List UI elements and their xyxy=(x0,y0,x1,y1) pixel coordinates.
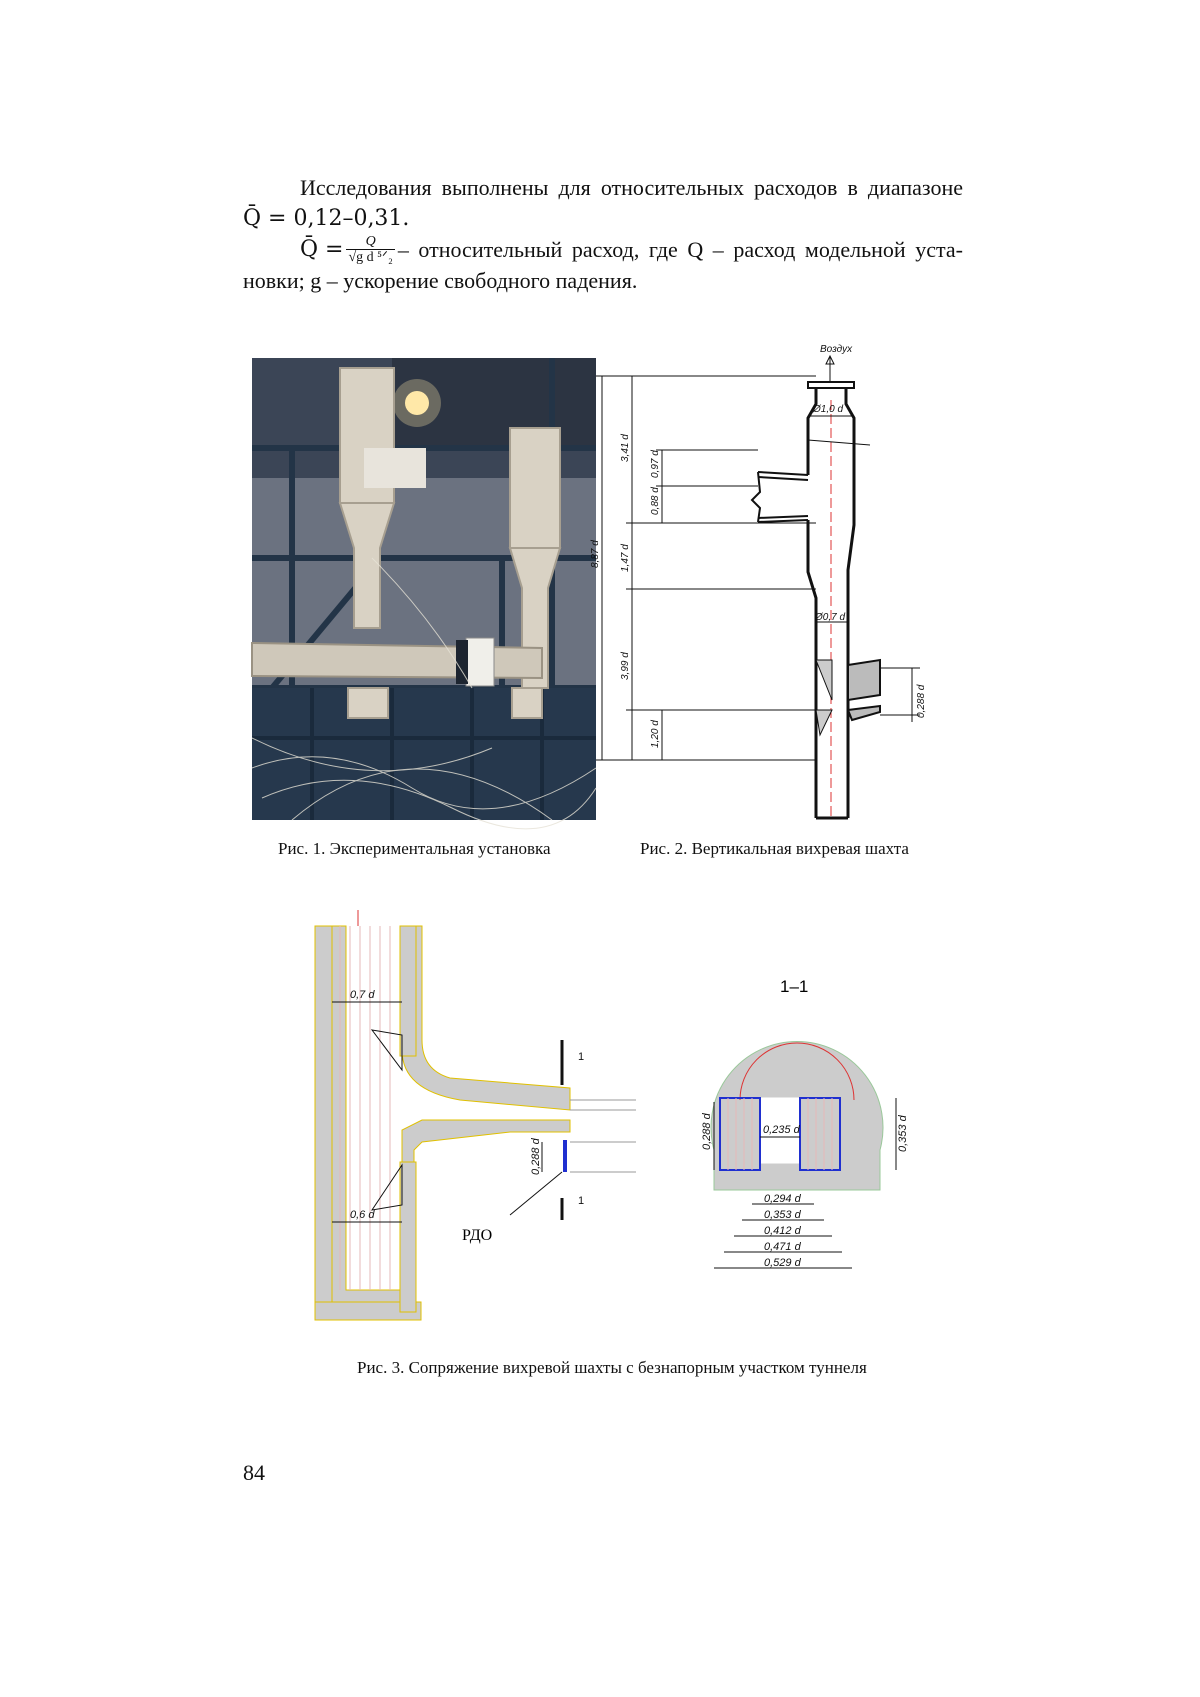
dim-06: 0,6 d xyxy=(350,1209,375,1221)
width-0294: 0,294 d xyxy=(764,1193,801,1205)
fig3-section-1-1 xyxy=(680,977,930,1300)
width-0529: 0,529 d xyxy=(764,1257,801,1269)
air-label: Воздух xyxy=(820,344,853,355)
section-mark-top: 1 xyxy=(578,1051,585,1063)
dia-mid-label: Ø0,7 d xyxy=(815,612,846,623)
fig2-vortex-shaft-drawing xyxy=(590,340,960,830)
outlet-tunnel-upper xyxy=(848,660,880,700)
experimental-setup-photo xyxy=(252,358,596,820)
width-0471: 0,471 d xyxy=(764,1241,801,1253)
page-number: 84 xyxy=(243,1460,265,1485)
top-flange xyxy=(808,382,854,388)
sec-0235: 0,235 d xyxy=(763,1124,800,1136)
fig1-caption: Рис. 1. Экспериментальная установка xyxy=(278,839,551,858)
dia-top-label: Ø1,0 d xyxy=(813,404,844,415)
sec-0288: 0,288 d xyxy=(701,1113,713,1150)
formula-denominator: √g d ⁵ᐟ₂ xyxy=(348,250,393,265)
text-line-2: Q̄ = 0,12–0,31. xyxy=(243,206,410,231)
dim-088: 0,88 d xyxy=(650,487,661,515)
dim-120: 1,20 d xyxy=(650,720,661,748)
dim-0288-fig3: 0,288 d xyxy=(530,1138,542,1175)
dim-341: 3,41 d xyxy=(620,434,631,462)
formula-numerator: Q xyxy=(346,234,394,250)
formula-fraction xyxy=(346,234,394,265)
dim-399: 3,99 d xyxy=(620,652,631,680)
dim-total: 8,87 d xyxy=(590,540,601,568)
section-mark-bottom: 1 xyxy=(578,1195,585,1207)
body-text xyxy=(243,172,963,296)
dim-07: 0,7 d xyxy=(350,989,375,1001)
fig3-connection-drawing xyxy=(310,910,640,1330)
dim-0288: 0,288 d xyxy=(916,684,927,718)
outlet-tunnel-lower xyxy=(848,706,880,720)
rdo-label: РДО xyxy=(462,1227,493,1244)
shaft-wall-upper xyxy=(402,926,570,1110)
shaft-wall-left xyxy=(315,926,570,1310)
text-line-3 xyxy=(243,234,963,265)
text-line-4: новки; g – ускорение свободного падения. xyxy=(243,268,638,293)
width-0412: 0,412 d xyxy=(764,1225,801,1237)
fig3-caption: Рис. 3. Сопряжение вихревой шахты с безнапорным участком туннеля xyxy=(357,1358,867,1377)
section-title: 1–1 xyxy=(780,977,809,996)
dim-147: 1,47 d xyxy=(620,544,631,572)
formula-lhs: Q̄ = xyxy=(300,237,344,262)
dim-097: 0,97 d xyxy=(650,450,661,478)
width-0353: 0,353 d xyxy=(764,1209,801,1221)
text-line-1: Исследования выполнены для относительных расходов в диапазоне xyxy=(300,175,963,200)
text-line-3-rest: – относительный расход, где Q – расход модельной уста- xyxy=(397,237,963,262)
sec-0353v: 0,353 d xyxy=(897,1115,909,1152)
fig2-caption: Рис. 2. Вертикальная вихревая шахта xyxy=(640,839,909,858)
